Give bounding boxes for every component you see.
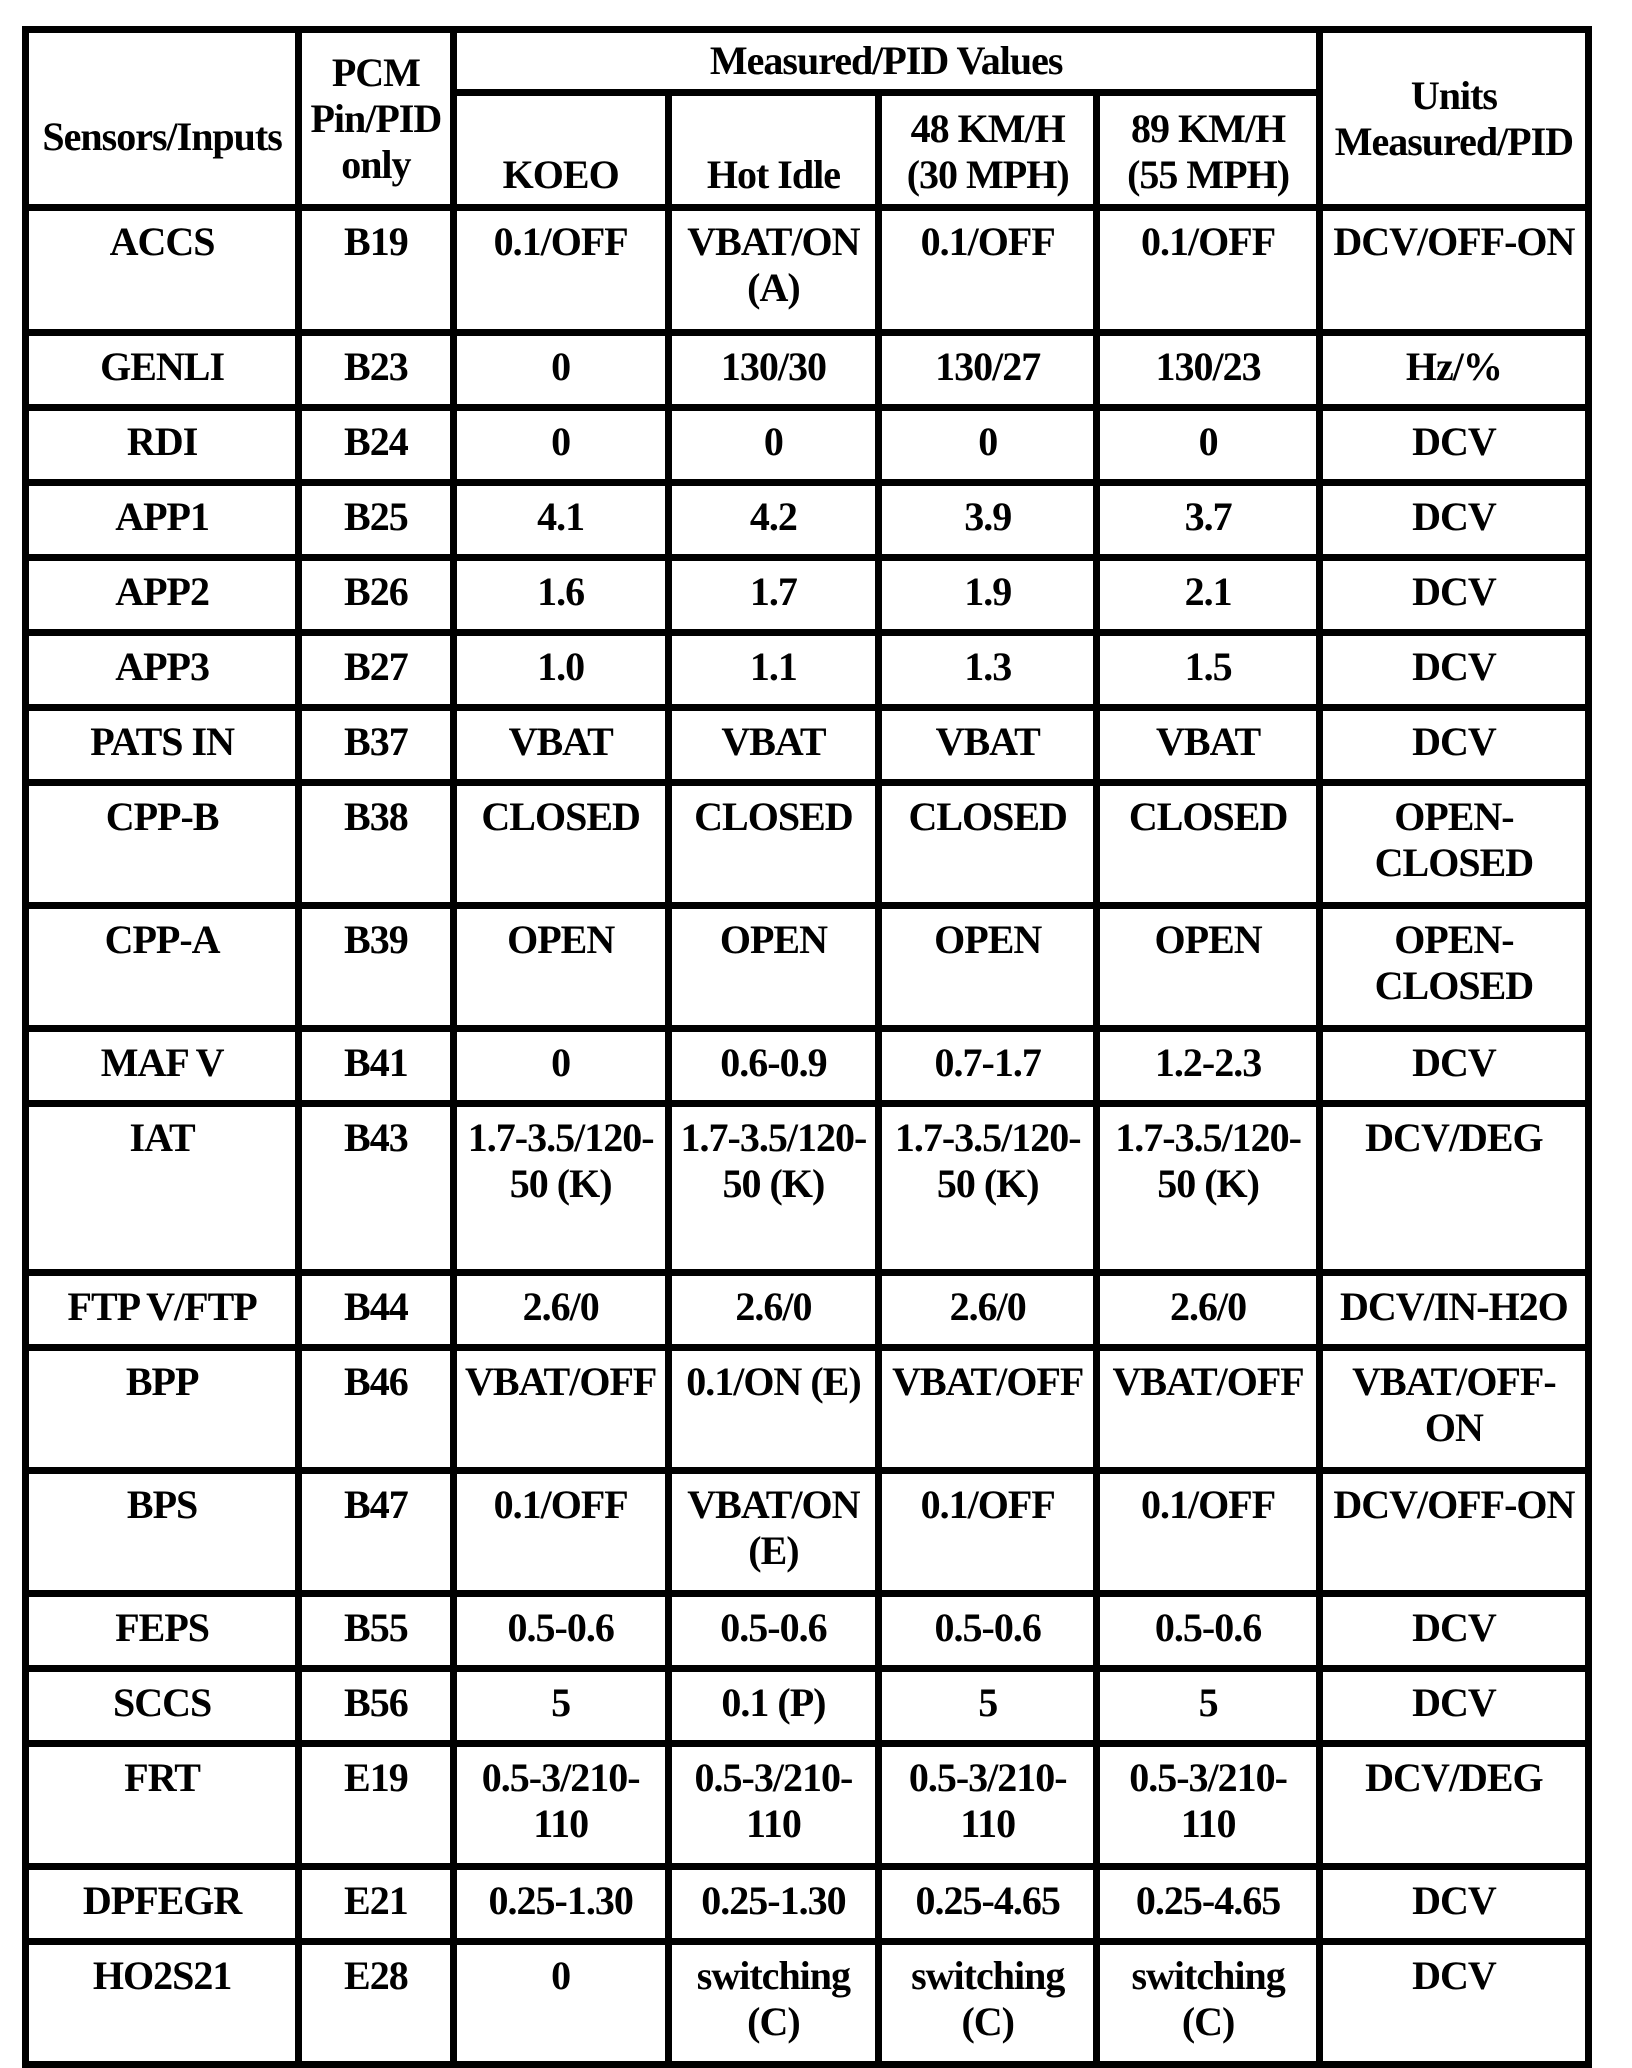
cell-pin: B27	[302, 636, 449, 704]
cell-sensor: FTP V/FTP	[29, 1276, 295, 1344]
cell-units: DCV	[1323, 561, 1585, 629]
cell-speed-89: 1.5	[1100, 636, 1315, 704]
cell-pin: E21	[302, 1870, 449, 1938]
cell-speed-89: 0	[1100, 411, 1315, 479]
cell-sensor: ACCS	[29, 211, 295, 329]
cell-units: DCV	[1323, 636, 1585, 704]
table-row	[29, 1351, 1585, 1467]
cell-pin: B25	[302, 486, 449, 554]
cell-units: DCV	[1323, 1032, 1585, 1100]
cell-koeo: OPEN	[457, 909, 665, 1025]
cell-speed-48: OPEN	[882, 909, 1093, 1025]
cell-pin: B37	[302, 711, 449, 779]
header-speed-48: 48 KM/H (30 MPH)	[882, 96, 1093, 204]
cell-koeo: 2.6/0	[457, 1276, 665, 1344]
cell-koeo: 1.0	[457, 636, 665, 704]
table-row	[29, 909, 1585, 1025]
cell-hot-idle: 1.1	[672, 636, 875, 704]
cell-speed-48: 0.1/OFF	[882, 1474, 1093, 1590]
cell-hot-idle: 0.5-3/210-110	[672, 1747, 875, 1863]
cell-pin: B56	[302, 1672, 449, 1740]
cell-speed-89: 1.2-2.3	[1100, 1032, 1315, 1100]
table-row	[29, 786, 1585, 902]
cell-speed-89: VBAT	[1100, 711, 1315, 779]
cell-pin: B26	[302, 561, 449, 629]
cell-hot-idle: 0.6-0.9	[672, 1032, 875, 1100]
cell-sensor: APP2	[29, 561, 295, 629]
header-hot-idle: Hot Idle	[672, 96, 875, 204]
cell-sensor: APP3	[29, 636, 295, 704]
cell-speed-48: 2.6/0	[882, 1276, 1093, 1344]
cell-hot-idle: 0	[672, 411, 875, 479]
cell-sensor: SCCS	[29, 1672, 295, 1740]
cell-pin: B41	[302, 1032, 449, 1100]
cell-speed-48: 0	[882, 411, 1093, 479]
cell-units: OPEN-CLOSED	[1323, 786, 1585, 902]
cell-sensor: HO2S21	[29, 1945, 295, 2061]
cell-hot-idle: 0.1 (P)	[672, 1672, 875, 1740]
cell-sensor: BPS	[29, 1474, 295, 1590]
table-body	[29, 211, 1585, 2061]
cell-hot-idle: switching (C)	[672, 1945, 875, 2061]
cell-speed-48: CLOSED	[882, 786, 1093, 902]
cell-units: Hz/%	[1323, 336, 1585, 404]
table-row	[29, 1032, 1585, 1100]
table-row	[29, 636, 1585, 704]
cell-sensor: RDI	[29, 411, 295, 479]
cell-pin: E28	[302, 1945, 449, 2061]
cell-speed-89: 0.1/OFF	[1100, 211, 1315, 329]
cell-speed-48: 0.5-3/210-110	[882, 1747, 1093, 1863]
cell-pin: B38	[302, 786, 449, 902]
cell-units: DCV	[1323, 411, 1585, 479]
table-row	[29, 1672, 1585, 1740]
cell-speed-89: 130/23	[1100, 336, 1315, 404]
cell-speed-48: switching (C)	[882, 1945, 1093, 2061]
cell-units: DCV	[1323, 486, 1585, 554]
cell-sensor: FEPS	[29, 1597, 295, 1665]
cell-hot-idle: 0.25-1.30	[672, 1870, 875, 1938]
cell-hot-idle: VBAT/ON (A)	[672, 211, 875, 329]
cell-koeo: 0	[457, 1945, 665, 2061]
cell-koeo: 0	[457, 1032, 665, 1100]
cell-sensor: CPP-A	[29, 909, 295, 1025]
cell-speed-89: 2.1	[1100, 561, 1315, 629]
cell-sensor: MAF V	[29, 1032, 295, 1100]
cell-units: DCV	[1323, 1672, 1585, 1740]
cell-speed-48: 0.1/OFF	[882, 211, 1093, 329]
cell-koeo: 4.1	[457, 486, 665, 554]
cell-pin: B55	[302, 1597, 449, 1665]
cell-hot-idle: 130/30	[672, 336, 875, 404]
table-header	[29, 33, 1585, 204]
cell-hot-idle: 1.7-3.5/120-50 (K)	[672, 1107, 875, 1269]
cell-pin: B24	[302, 411, 449, 479]
table-row	[29, 1945, 1585, 2061]
cell-pin: B46	[302, 1351, 449, 1467]
cell-pin: B44	[302, 1276, 449, 1344]
cell-pin: B47	[302, 1474, 449, 1590]
cell-sensor: FRT	[29, 1747, 295, 1863]
cell-hot-idle: 0.5-0.6	[672, 1597, 875, 1665]
cell-koeo: 1.7-3.5/120-50 (K)	[457, 1107, 665, 1269]
sensor-values-table	[22, 26, 1592, 2068]
cell-koeo: 0.5-0.6	[457, 1597, 665, 1665]
cell-koeo: 1.6	[457, 561, 665, 629]
cell-units: DCV/OFF-ON	[1323, 211, 1585, 329]
cell-speed-48: 5	[882, 1672, 1093, 1740]
cell-koeo: 0.5-3/210-110	[457, 1747, 665, 1863]
cell-sensor: APP1	[29, 486, 295, 554]
cell-speed-89: 3.7	[1100, 486, 1315, 554]
cell-speed-48: 3.9	[882, 486, 1093, 554]
cell-pin: B43	[302, 1107, 449, 1269]
cell-pin: B39	[302, 909, 449, 1025]
cell-units: DCV/DEG	[1323, 1107, 1585, 1269]
cell-sensor: PATS IN	[29, 711, 295, 779]
table-row	[29, 1107, 1585, 1269]
cell-speed-48: VBAT/OFF	[882, 1351, 1093, 1467]
cell-koeo: 0	[457, 336, 665, 404]
cell-units: DCV	[1323, 1597, 1585, 1665]
cell-hot-idle: 4.2	[672, 486, 875, 554]
table-row	[29, 411, 1585, 479]
cell-speed-89: switching (C)	[1100, 1945, 1315, 2061]
cell-units: DCV/IN-H2O	[1323, 1276, 1585, 1344]
header-speed-89: 89 KM/H (55 MPH)	[1100, 96, 1315, 204]
cell-speed-89: 5	[1100, 1672, 1315, 1740]
table-row	[29, 1474, 1585, 1590]
table-row	[29, 561, 1585, 629]
cell-sensor: DPFEGR	[29, 1870, 295, 1938]
table-row	[29, 486, 1585, 554]
table-row	[29, 1276, 1585, 1344]
cell-speed-48: 1.9	[882, 561, 1093, 629]
cell-speed-48: VBAT	[882, 711, 1093, 779]
cell-speed-48: 1.3	[882, 636, 1093, 704]
cell-koeo: VBAT	[457, 711, 665, 779]
header-units: Units Measured/PID	[1323, 33, 1585, 204]
table-row	[29, 1870, 1585, 1938]
cell-hot-idle: 2.6/0	[672, 1276, 875, 1344]
cell-hot-idle: VBAT/ON (E)	[672, 1474, 875, 1590]
cell-units: OPEN-CLOSED	[1323, 909, 1585, 1025]
cell-hot-idle: 0.1/ON (E)	[672, 1351, 875, 1467]
header-measured-values: Measured/PID Values	[457, 33, 1316, 89]
cell-koeo: VBAT/OFF	[457, 1351, 665, 1467]
cell-units: DCV	[1323, 1870, 1585, 1938]
cell-speed-89: 0.1/OFF	[1100, 1474, 1315, 1590]
header-sensors-inputs: Sensors/Inputs	[29, 33, 295, 204]
cell-koeo: 0	[457, 411, 665, 479]
cell-pin: B23	[302, 336, 449, 404]
cell-hot-idle: 1.7	[672, 561, 875, 629]
cell-speed-89: CLOSED	[1100, 786, 1315, 902]
cell-koeo: 5	[457, 1672, 665, 1740]
cell-sensor: IAT	[29, 1107, 295, 1269]
cell-speed-89: 0.25-4.65	[1100, 1870, 1315, 1938]
table-row	[29, 1597, 1585, 1665]
cell-speed-89: 2.6/0	[1100, 1276, 1315, 1344]
cell-speed-89: OPEN	[1100, 909, 1315, 1025]
cell-pin: B19	[302, 211, 449, 329]
table-row	[29, 211, 1585, 329]
cell-koeo: 0.1/OFF	[457, 211, 665, 329]
cell-speed-48: 0.5-0.6	[882, 1597, 1093, 1665]
cell-sensor: BPP	[29, 1351, 295, 1467]
cell-sensor: GENLI	[29, 336, 295, 404]
cell-koeo: CLOSED	[457, 786, 665, 902]
cell-speed-89: 1.7-3.5/120-50 (K)	[1100, 1107, 1315, 1269]
cell-units: DCV	[1323, 711, 1585, 779]
cell-speed-48: 1.7-3.5/120-50 (K)	[882, 1107, 1093, 1269]
cell-units: DCV	[1323, 1945, 1585, 2061]
cell-pin: E19	[302, 1747, 449, 1863]
cell-speed-89: 0.5-0.6	[1100, 1597, 1315, 1665]
table-row	[29, 711, 1585, 779]
cell-koeo: 0.1/OFF	[457, 1474, 665, 1590]
cell-speed-89: VBAT/OFF	[1100, 1351, 1315, 1467]
cell-speed-48: 0.7-1.7	[882, 1032, 1093, 1100]
cell-hot-idle: CLOSED	[672, 786, 875, 902]
cell-units: DCV/DEG	[1323, 1747, 1585, 1863]
cell-units: VBAT/OFF-ON	[1323, 1351, 1585, 1467]
header-pcm-pin: PCM Pin/PID only	[302, 33, 449, 204]
cell-hot-idle: OPEN	[672, 909, 875, 1025]
cell-koeo: 0.25-1.30	[457, 1870, 665, 1938]
cell-hot-idle: VBAT	[672, 711, 875, 779]
header-koeo: KOEO	[457, 96, 665, 204]
cell-units: DCV/OFF-ON	[1323, 1474, 1585, 1590]
cell-sensor: CPP-B	[29, 786, 295, 902]
table-row	[29, 1747, 1585, 1863]
cell-speed-48: 130/27	[882, 336, 1093, 404]
cell-speed-48: 0.25-4.65	[882, 1870, 1093, 1938]
table-row	[29, 336, 1585, 404]
cell-speed-89: 0.5-3/210-110	[1100, 1747, 1315, 1863]
